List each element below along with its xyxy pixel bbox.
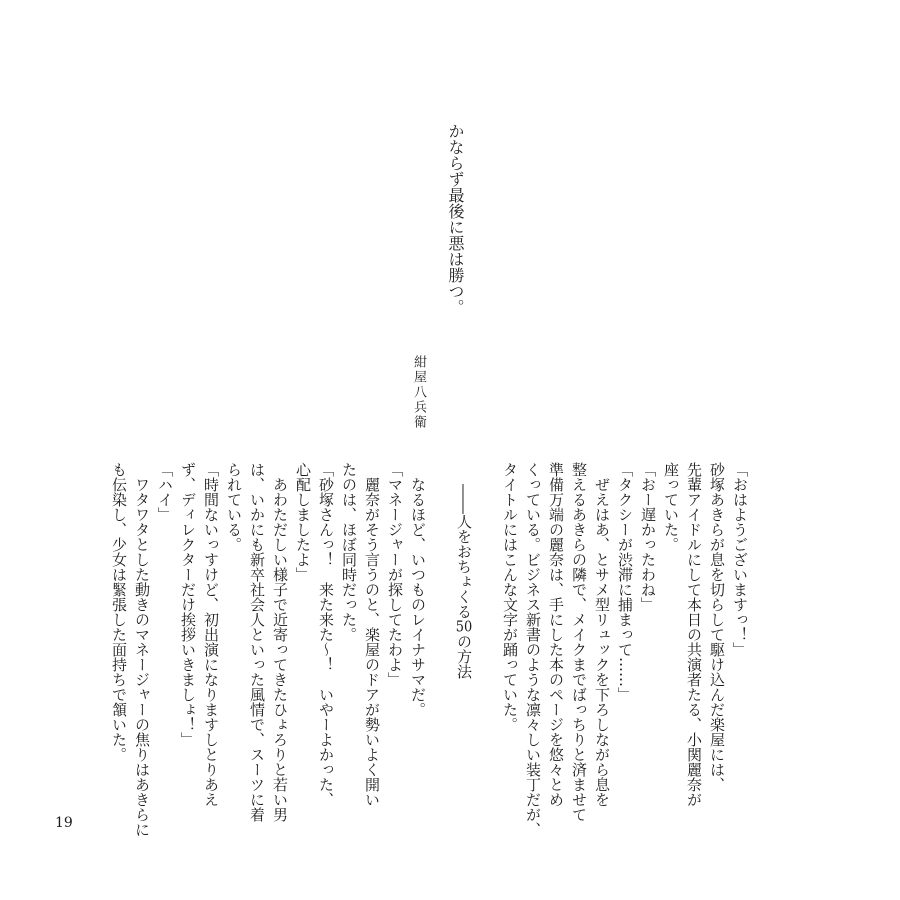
text-column: 「ハイ」 [156, 462, 174, 522]
book-title-suffix: の方法 [455, 634, 473, 679]
text-column: 先輩アイドルにして本日の共演者たる、小関麗奈が [685, 462, 703, 807]
text-column: あわただしい様子で近寄ってきたひょろりと若い男 [271, 462, 289, 822]
text-column: 「砂塚さんっ！ 来た来た〜！ いやーよかった、 [317, 462, 335, 807]
text-column: 「タクシーが渋滞に捕まって……」 [616, 462, 634, 702]
text-column: なるほど、いつものレイナサマだ。 [409, 462, 427, 717]
text-column: ワタワタとした動きのマネージャーの焦りはあきらに [133, 462, 151, 837]
text-column: 心配しましたよ」 [294, 462, 312, 582]
text-column: 麗奈がそう言うのと、楽屋のドアが勢いよく開い [363, 462, 381, 807]
text-column: も伝染し、少女は緊張した面持ちで頷いた。 [110, 462, 128, 762]
text-column: ぜえはあ、とサメ型リュックを下ろしながら息を [593, 462, 611, 807]
text-column: ず、ディレクターだけ挨拶いきましょ！」 [179, 462, 197, 747]
text-column: 座っていた。 [662, 462, 680, 552]
author-name: 紺屋八兵衛 [411, 355, 426, 430]
text-column: は、いかにも新卒社会人といった風情で、スーツに着 [248, 462, 266, 822]
page-number: 19 [55, 815, 73, 831]
text-column: 「マネージャーが探してたわよ」 [386, 462, 404, 687]
text-column: タイトルにはこんな文字が踊っていた。 [501, 462, 519, 732]
text-column: 整えるあきらの隣で、メイクまでばっちりと済ませて [570, 462, 588, 822]
blank-column [475, 462, 498, 842]
story-title: かならず最後に悪は勝つ。 [446, 123, 465, 315]
blank-column [429, 462, 452, 842]
text-column: 準備万端の麗奈は、手にした本のページを悠々とめ [547, 462, 565, 807]
text-column: 「おはようございますっ！」 [731, 462, 749, 657]
text-column: られている。 [225, 462, 243, 552]
text-column: 砂塚あきらが息を切らして駆け込んだ楽屋には、 [708, 462, 726, 792]
body-text [107, 462, 751, 842]
text-column: 「おー遅かったわね」 [639, 462, 657, 612]
book-title-line [452, 462, 475, 842]
book-title-number: 50 [455, 619, 473, 634]
text-column: くっている。ビジネス新書のような凛々しい装丁だが、 [524, 462, 542, 837]
text-column: たのは、ほぼ同時だった。 [340, 462, 358, 642]
text-column: 「時間ないっすけど、初出演になりますしとりあえ [202, 462, 220, 807]
book-title-prefix: ――人をおちょくる [455, 484, 473, 619]
